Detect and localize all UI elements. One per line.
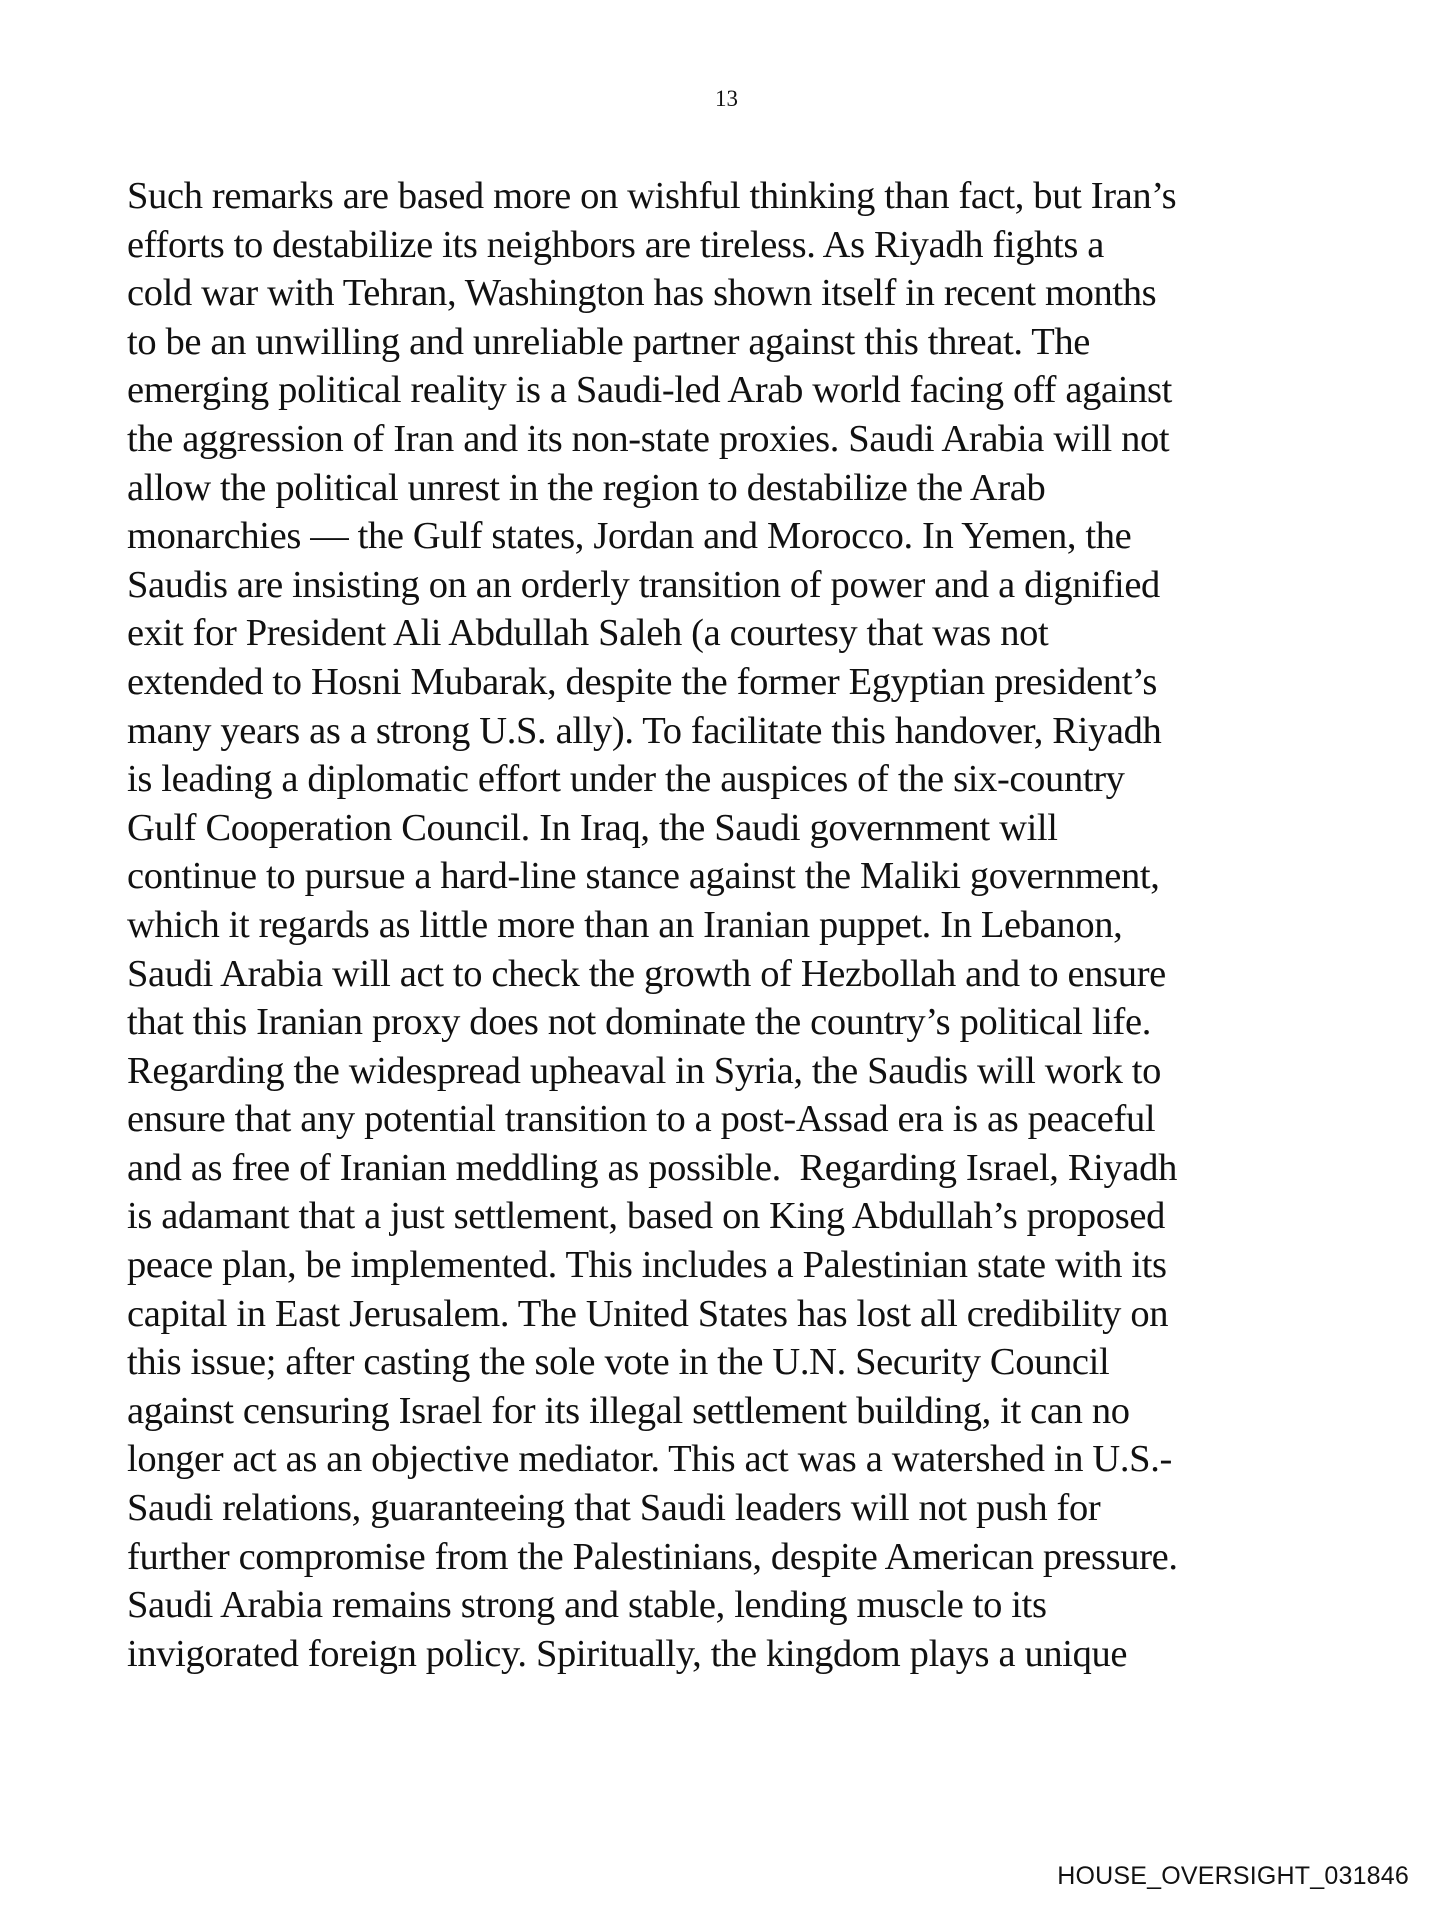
text-line: allow the political unrest in the region to destabilize the Arab: [127, 466, 1046, 509]
text-line: is adamant that a just settlement, based on King Abdullah’s proposed: [127, 1195, 1165, 1238]
text-line: Saudi relations, guaranteeing that Saudi leaders will not push for: [127, 1487, 1101, 1530]
text-line: Regarding the widespread upheaval in Syria, the Saudis will work to: [127, 1049, 1162, 1092]
text-line: efforts to destabilize its neighbors are tireless. As Riyadh fights a: [127, 223, 1105, 266]
text-line: monarchies — the Gulf states, Jordan and Morocco. In Yemen, the: [127, 515, 1132, 558]
text-line: invigorated foreign policy. Spiritually, the kingdom plays a unique: [127, 1632, 1128, 1675]
text-line: further compromise from the Palestinians, despite American pressure.: [127, 1535, 1178, 1578]
text-line: the aggression of Iran and its non-state proxies. Saudi Arabia will not: [127, 417, 1170, 460]
text-line: is leading a diplomatic effort under the auspices of the six-country: [127, 758, 1125, 801]
text-line: Saudis are insisting on an orderly transition of power and a dignified: [127, 563, 1160, 606]
text-line: continue to pursue a hard-line stance against the Maliki government,: [127, 855, 1160, 898]
text-line: many years as a strong U.S. ally). To facilitate this handover, Riyadh: [127, 709, 1162, 752]
text-line: ensure that any potential transition to a post-Assad era is as peaceful: [127, 1098, 1156, 1141]
page-number: 13: [715, 86, 738, 111]
text-line: emerging political reality is a Saudi-led Arab world facing off against: [127, 369, 1173, 412]
document-id-stamp: HOUSE_OVERSIGHT_031846: [1057, 1862, 1409, 1890]
text-line: extended to Hosni Mubarak, despite the former Egyptian president’s: [127, 660, 1158, 703]
text-line: peace plan, be implemented. This includes a Palestinian state with its: [127, 1244, 1167, 1287]
text-line: that this Iranian proxy does not dominate the country’s political life.: [127, 1001, 1152, 1044]
text-line: Saudi Arabia will act to check the growth of Hezbollah and to ensure: [127, 952, 1166, 995]
text-line: against censuring Israel for its illegal settlement building, it can no: [127, 1389, 1130, 1432]
text-line: capital in East Jerusalem. The United States has lost all credibility on: [127, 1292, 1169, 1335]
text-line: cold war with Tehran, Washington has shown itself in recent months: [127, 272, 1157, 315]
text-line: which it regards as little more than an Iranian puppet. In Lebanon,: [127, 903, 1123, 946]
text-line: longer act as an objective mediator. This act was a watershed in U.S.-: [127, 1438, 1172, 1481]
text-line: Gulf Cooperation Council. In Iraq, the Saudi government will: [127, 806, 1058, 849]
text-line: this issue; after casting the sole vote in the U.N. Security Council: [127, 1341, 1110, 1384]
text-line: exit for President Ali Abdullah Saleh (a courtesy that was not: [127, 612, 1049, 655]
text-line: Such remarks are based more on wishful thinking than fact, but Iran’s: [127, 175, 1177, 217]
text-line: Saudi Arabia remains strong and stable, lending muscle to its: [127, 1584, 1047, 1627]
body-paragraph: [127, 172, 1387, 1678]
text-line: to be an unwilling and unreliable partner against this threat. The: [127, 320, 1090, 363]
text-line: and as free of Iranian meddling as possible. Regarding Israel, Riyadh: [127, 1146, 1177, 1189]
